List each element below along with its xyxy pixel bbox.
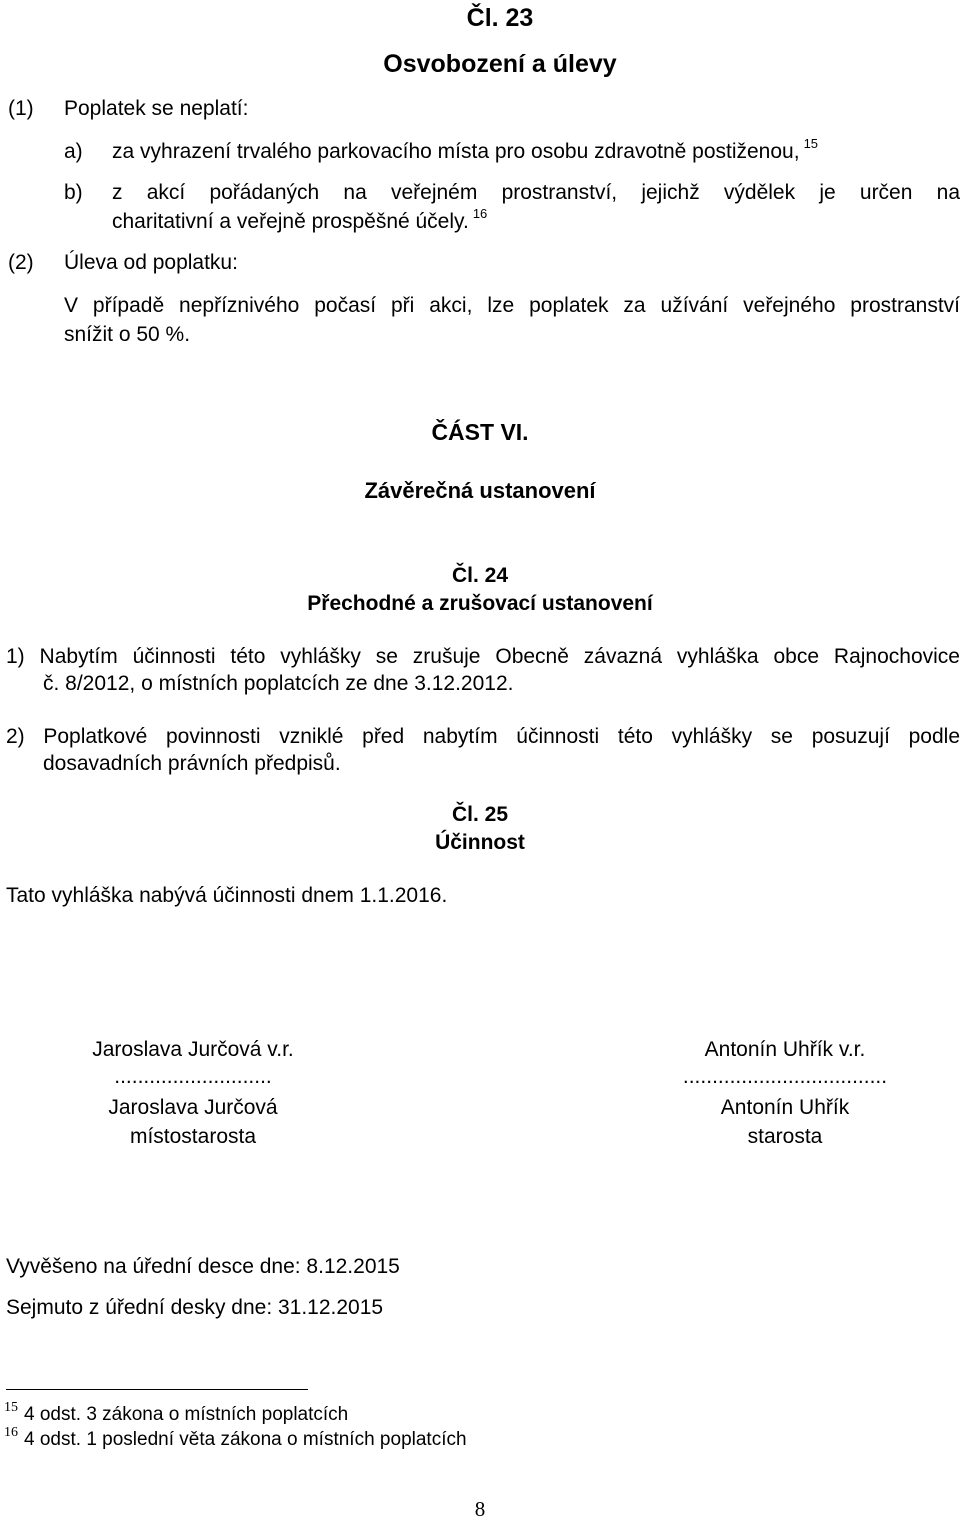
article-25-title: Účinnost: [435, 831, 525, 854]
footnote-ref-15: 15: [803, 136, 819, 151]
article-24-paragraph-2-line-1: 2) Poplatkové povinnosti vzniklé před nabytím účinnosti této vyhlášky se posuzují podle: [6, 725, 960, 748]
footnote-ref-16: 16: [472, 206, 488, 221]
signature-left-name: Jaroslava Jurčová: [108, 1096, 278, 1119]
paragraph-1-label: (1): [8, 97, 34, 120]
article-24-title: Přechodné a zrušovací ustanovení: [307, 592, 653, 615]
item-a-label: a): [64, 140, 83, 163]
signature-left-signed: Jaroslava Jurčová v.r.: [92, 1038, 294, 1061]
paragraph-2-line-1: V případě nepříznivého počasí při akci, lze poplatek za užívání veřejného prostranství: [64, 294, 960, 317]
removed-date: Sejmuto z úřední desky dne: 31.12.2015: [6, 1296, 384, 1319]
item-b-label: b): [64, 181, 83, 204]
signature-left-dots: ...........................: [114, 1065, 272, 1088]
item-b-line-2: charitativní a veřejně prospěšné účely. $^{16}$: [112, 206, 488, 233]
part-6-subtitle: Závěrečná ustanovení: [364, 478, 596, 503]
signature-right-name: Antonín Uhřík: [720, 1096, 850, 1119]
paragraph-2-label: (2): [8, 251, 34, 274]
article-24-paragraph-1-line-1: 1) Nabytím účinnosti této vyhlášky se zrušuje Obecně závazná vyhláška obce Rajnochovice: [6, 645, 960, 668]
item-a-text: za vyhrazení trvalého parkovacího místa pro osobu zdravotně postiženou, $^{15}$: [112, 136, 819, 163]
signature-right-role: starosta: [747, 1125, 823, 1148]
article-25-text: Tato vyhláška nabývá účinnosti dnem 1.1.2016.: [6, 884, 448, 907]
article-24-paragraph-2-line-2: dosavadních právních předpisů.: [43, 752, 341, 775]
signature-left-role: místostarosta: [129, 1125, 257, 1148]
paragraph-2-text: Úleva od poplatku:: [64, 251, 238, 274]
article-23-number: Čl. 23: [466, 4, 534, 32]
footnote-16-number: 16: [4, 1425, 18, 1440]
article-25-number: Čl. 25: [451, 803, 509, 826]
article-24-number: Čl. 24: [451, 564, 509, 587]
signature-right-dots: ...................................: [682, 1065, 888, 1088]
paragraph-2-line-2: snížit o 50 %.: [64, 323, 191, 346]
footnote-15-number: 15: [4, 1400, 18, 1415]
item-b-line-1: z akcí pořádaných na veřejném prostranství, jejichž výdělek je určen na: [112, 181, 960, 204]
footnote-15-text: 4 odst. 3 zákona o místních poplatcích: [24, 1404, 349, 1425]
article-24-paragraph-1-line-2: č. 8/2012, o místních poplatcích ze dne 3.12.2012.: [43, 672, 514, 695]
signature-right-signed: Antonín Uhřík v.r.: [704, 1038, 866, 1061]
paragraph-1-text: Poplatek se neplatí:: [64, 97, 249, 120]
posted-date: Vyvěšeno na úřední desce dne: 8.12.2015: [6, 1255, 400, 1278]
article-23-title: Osvobození a úlevy: [383, 50, 617, 78]
footnote-separator: [6, 1389, 308, 1390]
part-6-title: ČÁST VI.: [431, 419, 529, 445]
footnote-16-text: 4 odst. 1 poslední věta zákona o místních poplatcích: [24, 1429, 467, 1450]
page-number: 8: [474, 1497, 486, 1521]
